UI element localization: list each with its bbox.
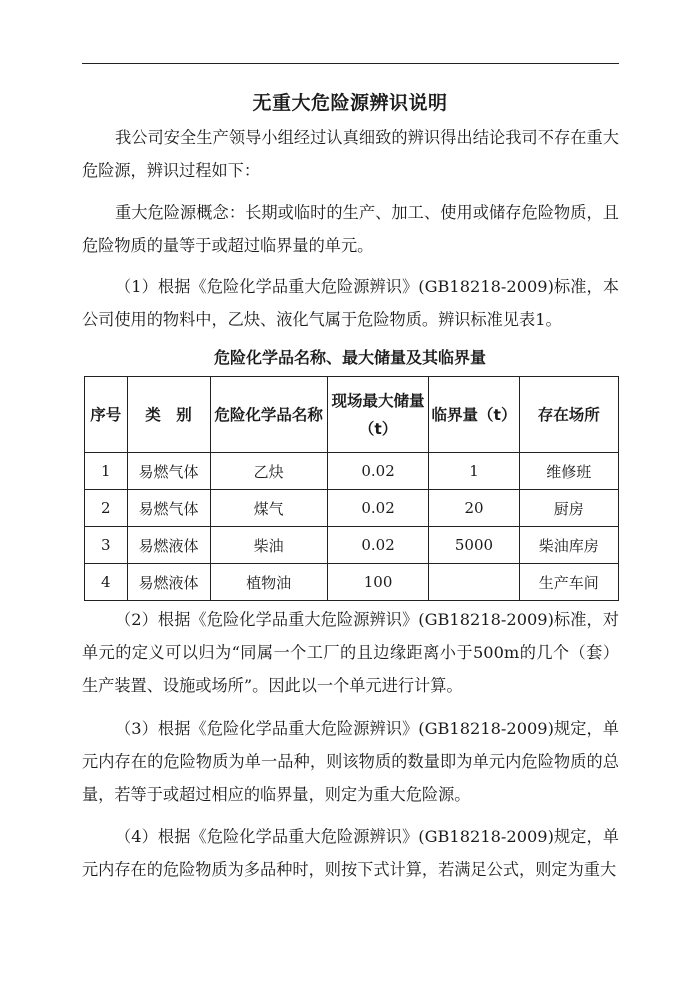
- cell-max-storage: 100: [327, 564, 429, 601]
- table-row: [85, 564, 619, 601]
- paragraph-3: （3）根据《危险化学品重大危险源辨识》(GB18218-2009)规定，单元内存在的危险物质为单一品种，则该物质的数量即为单元内危险物质的总量，若等于或超过相应的临界量，则定为重大危险源。: [82, 719, 619, 804]
- header-threshold: 临界量（t）: [429, 377, 519, 453]
- cell-chemical-name: 柴油: [210, 527, 327, 564]
- cell-max-storage: 0.02: [327, 527, 429, 564]
- hazard-table: [84, 376, 619, 601]
- paragraph-2: （2）根据《危险化学品重大危险源辨识》(GB18218-2009)标准，对单元的定义可以归为“同属一个工厂的且边缘距离小于500m的几个（套）生产装置、设施或场所”。因此以一个单元进行计算。: [82, 610, 619, 695]
- cell-location: 维修班: [519, 453, 618, 490]
- cell-max-storage: 0.02: [327, 453, 429, 490]
- cell-max-storage: 0.02: [327, 490, 429, 527]
- cell-no: 4: [85, 564, 128, 601]
- table-row: [85, 527, 619, 564]
- cell-threshold: 20: [429, 490, 519, 527]
- cell-chemical-name: 煤气: [210, 490, 327, 527]
- header-no: 序号: [85, 377, 128, 453]
- concept-paragraph: 重大危险源概念：长期或临时的生产、加工、使用或储存危险物质，且危险物质的量等于或超过临界量的单元。: [82, 203, 619, 255]
- cell-no: 2: [85, 490, 128, 527]
- cell-chemical-name: 乙炔: [210, 453, 327, 490]
- cell-chemical-name: 植物油: [210, 564, 327, 601]
- table-caption: 危险化学品名称、最大储量及其临界量: [213, 348, 486, 367]
- cell-location: 柴油库房: [519, 527, 618, 564]
- cell-location: 厨房: [519, 490, 618, 527]
- cell-no: 3: [85, 527, 128, 564]
- cell-category: 易燃气体: [127, 453, 210, 490]
- paragraph-4: （4）根据《危险化学品重大危险源辨识》(GB18218-2009)规定，单元内存在的危险物质为多品种时，则按下式计算，若满足公式，则定为重大: [82, 827, 619, 879]
- header-max-storage: 现场最大储量（t）: [327, 377, 429, 453]
- cell-threshold: [429, 564, 519, 601]
- table-header-row: [85, 377, 619, 453]
- cell-category: 易燃液体: [127, 564, 210, 601]
- cell-category: 易燃液体: [127, 527, 210, 564]
- intro-paragraph: 我公司安全生产领导小组经过认真细致的辨识得出结论我司不存在重大危险源，辨识过程如下：: [82, 128, 619, 180]
- cell-threshold: 5000: [429, 527, 519, 564]
- cell-category: 易燃气体: [127, 490, 210, 527]
- table-row: [85, 490, 619, 527]
- header-location: 存在场所: [519, 377, 618, 453]
- cell-no: 1: [85, 453, 128, 490]
- header-rule: [82, 63, 619, 64]
- cell-threshold: 1: [429, 453, 519, 490]
- table-row: [85, 453, 619, 490]
- cell-location: 生产车间: [519, 564, 618, 601]
- paragraph-1: （1）根据《危险化学品重大危险源辨识》(GB18218-2009)标准，本公司使用的物料中，乙炔、液化气属于危险物质。辨识标准见表1。: [82, 277, 619, 329]
- header-category: 类 别: [127, 377, 210, 453]
- header-chemical-name: 危险化学品名称: [210, 377, 327, 453]
- document-title: 无重大危险源辨识说明: [252, 92, 448, 114]
